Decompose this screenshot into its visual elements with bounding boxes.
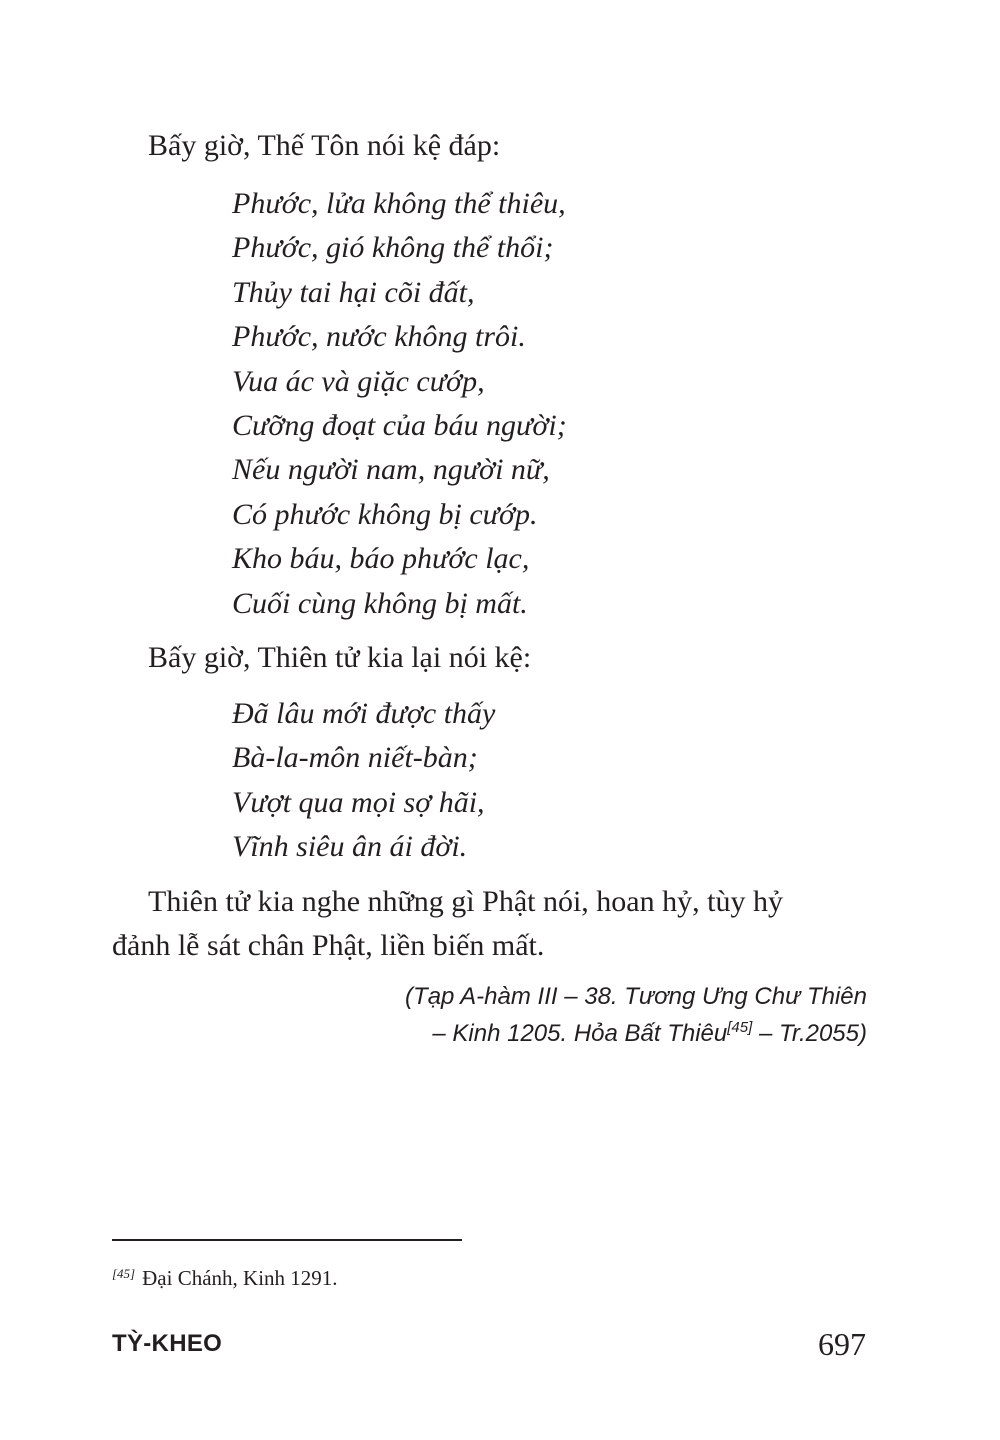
verse-line: Nếu người nam, người nữ, — [232, 453, 550, 487]
citation-line — [405, 1015, 867, 1052]
source-citation — [405, 978, 867, 1052]
footnote-reference[interactable]: [45] — [727, 1019, 753, 1036]
footnote-text: Đại Chánh, Kinh 1291. — [142, 1266, 338, 1290]
verse-line: Cuối cùng không bị mất. — [232, 586, 528, 620]
verse-line: Có phước không bị cướp. — [232, 497, 538, 531]
verse-block-2 — [232, 692, 495, 870]
verse-intro-2: Bấy giờ, Thiên tử kia lại nói kệ: — [148, 641, 532, 674]
verse-line: Phước, lửa không thể thiêu, — [232, 187, 566, 220]
footnote-divider — [112, 1239, 462, 1241]
footnote-marker: [45] — [112, 1266, 136, 1281]
running-footer-title: TỲ-KHEO — [112, 1330, 223, 1357]
verse-line: Vĩnh siêu ân ái đời. — [232, 830, 468, 864]
closing-line: Thiên tử kia nghe những gì Phật nói, hoan hỷ, tùy hỷ — [148, 885, 783, 918]
verse-block-1 — [232, 182, 567, 626]
verse-line: Phước, gió không thể thổi; — [232, 231, 554, 265]
verse-line: Kho báu, báo phước lạc, — [232, 542, 530, 576]
footnote — [112, 1259, 338, 1293]
closing-line: đảnh lễ sát chân Phật, liền biến mất. — [112, 929, 545, 962]
verse-line: Đã lâu mới được thấy — [232, 697, 496, 730]
page-number: 697 — [818, 1326, 866, 1362]
verse-intro-1: Bấy giờ, Thế Tôn nói kệ đáp: — [148, 129, 501, 162]
citation-line: (Tạp A-hàm III – 38. Tương Ưng Chư Thiên — [405, 983, 867, 1010]
citation-text: – Kinh 1205. Hỏa Bất Thiêu — [432, 1020, 728, 1047]
verse-line: Phước, nước không trôi. — [232, 320, 526, 354]
verse-line: Cưỡng đoạt của báu người; — [232, 408, 567, 442]
closing-paragraph — [112, 880, 872, 968]
citation-text: – Tr.2055) — [752, 1020, 867, 1047]
verse-line: Vua ác và giặc cướp, — [232, 364, 485, 398]
verse-line: Bà-la-môn niết-bàn; — [232, 741, 478, 775]
verse-line: Thủy tai hại cõi đất, — [232, 275, 475, 309]
verse-line: Vượt qua mọi sợ hãi, — [232, 785, 485, 819]
